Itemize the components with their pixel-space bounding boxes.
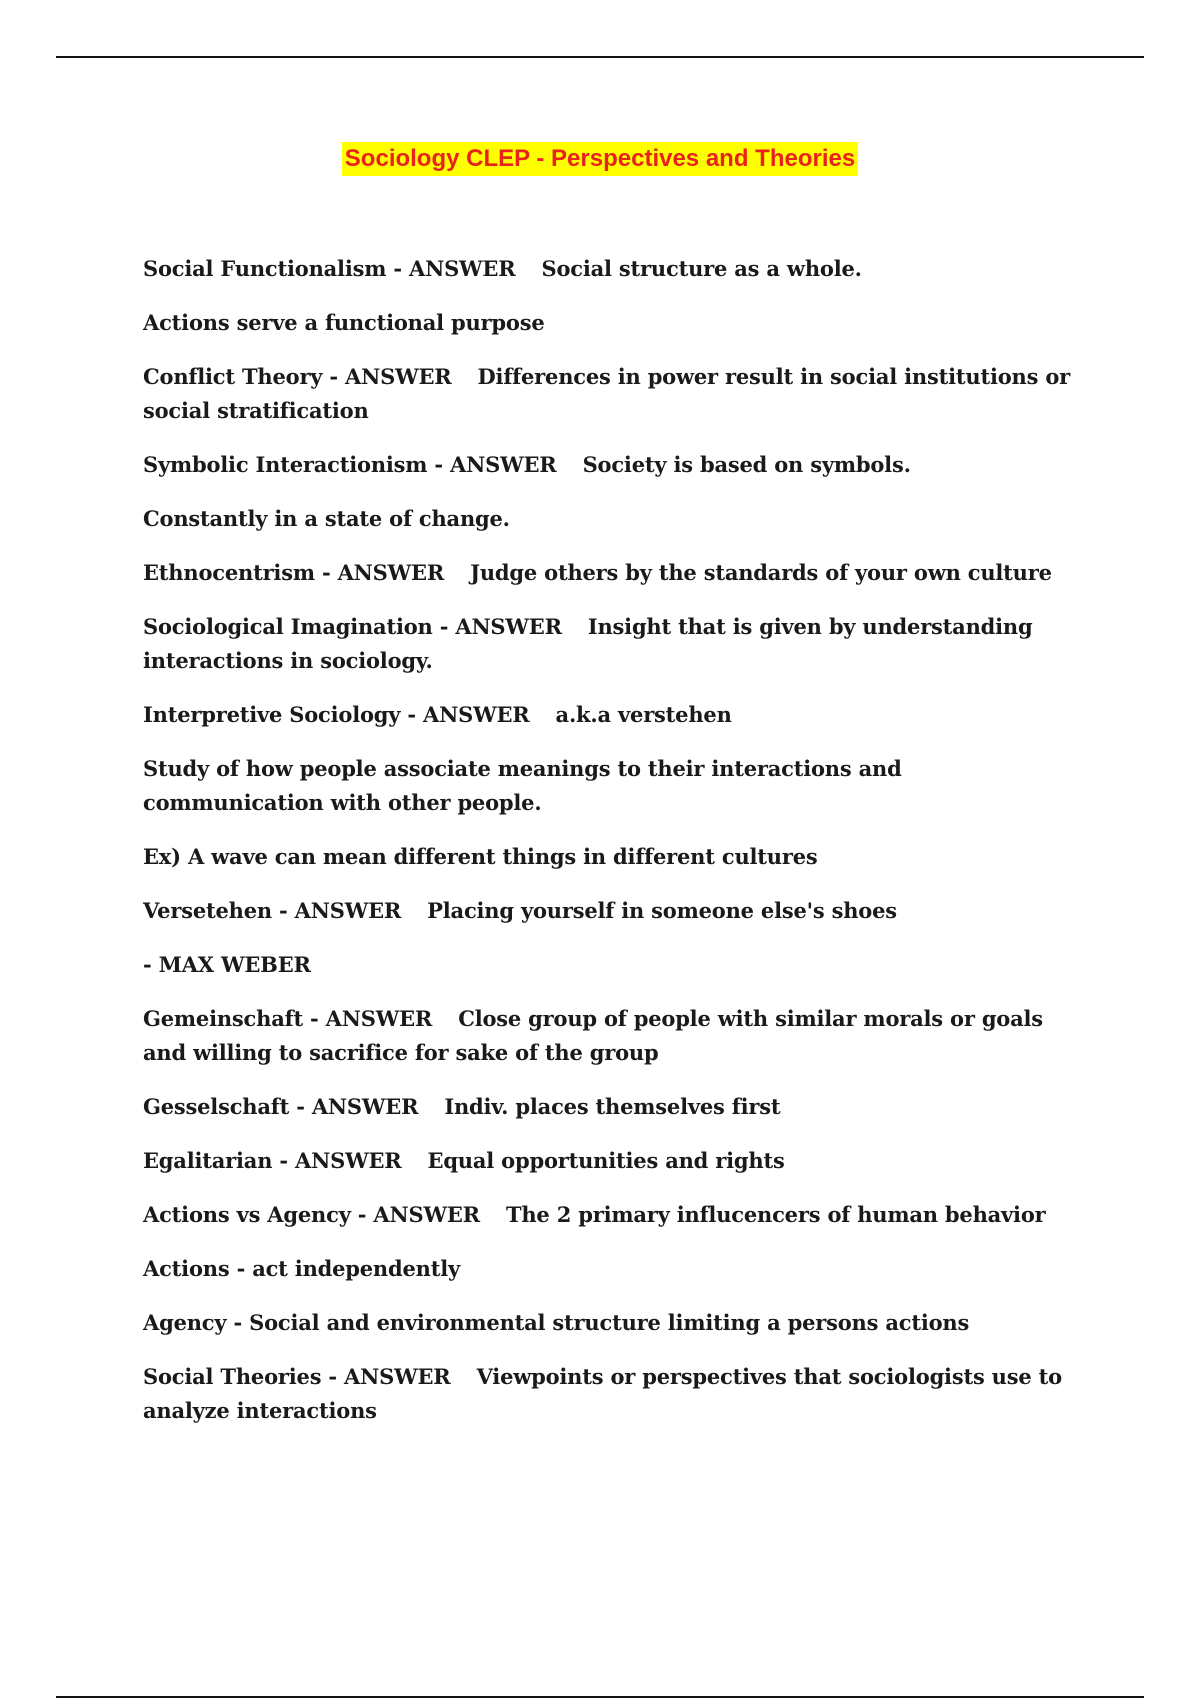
list-item	[143, 698, 1088, 732]
list-item	[143, 894, 1088, 928]
definition: Equal opportunities and rights	[427, 1148, 785, 1173]
note-text: Actions serve a functional purpose	[143, 310, 545, 335]
title-container	[0, 142, 1200, 176]
note-text: Constantly in a state of change.	[143, 506, 510, 531]
term: Conflict Theory - ANSWER	[143, 364, 452, 389]
header-rule	[56, 56, 1144, 58]
list-item	[143, 1198, 1088, 1232]
list-item	[143, 306, 1088, 340]
definition: Close group of people with similar morals or goals and willing to sacrifice for sake of the group	[143, 1006, 1043, 1065]
document-body	[143, 252, 1088, 1448]
term: Gesselschaft - ANSWER	[143, 1094, 419, 1119]
term: Social Theories - ANSWER	[143, 1364, 451, 1389]
list-item	[143, 252, 1088, 286]
term: Symbolic Interactionism - ANSWER	[143, 452, 557, 477]
note-text: Actions - act independently	[143, 1256, 460, 1281]
term: Gemeinschaft - ANSWER	[143, 1006, 433, 1031]
list-item	[143, 1306, 1088, 1340]
term: Versetehen - ANSWER	[143, 898, 402, 923]
definition: Differences in power result in social institutions or social stratification	[143, 364, 1071, 423]
note-text: - MAX WEBER	[143, 952, 311, 977]
definition: Social structure as a whole.	[541, 256, 862, 281]
term: Ethnocentrism - ANSWER	[143, 560, 445, 585]
list-item	[143, 1360, 1088, 1428]
note-text: Ex) A wave can mean different things in different cultures	[143, 844, 818, 869]
term: Sociological Imagination - ANSWER	[143, 614, 562, 639]
list-item	[143, 360, 1088, 428]
note-text: Study of how people associate meanings to their interactions and communication with other people.	[143, 756, 902, 815]
definition: The 2 primary influcencers of human behavior	[505, 1202, 1046, 1227]
note-text: Agency - Social and environmental structure limiting a persons actions	[143, 1310, 970, 1335]
list-item	[143, 1252, 1088, 1286]
term: Interpretive Sociology - ANSWER	[143, 702, 530, 727]
definition: Judge others by the standards of your own culture	[470, 560, 1052, 585]
list-item	[143, 556, 1088, 590]
definition: Viewpoints or perspectives that sociologists use to analyze interactions	[143, 1364, 1062, 1423]
list-item	[143, 840, 1088, 874]
list-item	[143, 1144, 1088, 1178]
document-title: Sociology CLEP - Perspectives and Theories	[342, 142, 858, 176]
list-item	[143, 610, 1088, 678]
definition: Placing yourself in someone else's shoes	[427, 898, 897, 923]
term: Social Functionalism - ANSWER	[143, 256, 516, 281]
definition: Society is based on symbols.	[582, 452, 911, 477]
term: Egalitarian - ANSWER	[143, 1148, 402, 1173]
list-item	[143, 1090, 1088, 1124]
definition: Insight that is given by understanding interactions in sociology.	[143, 614, 1033, 673]
definition: a.k.a verstehen	[555, 702, 732, 727]
list-item	[143, 502, 1088, 536]
list-item	[143, 1002, 1088, 1070]
list-item	[143, 948, 1088, 982]
list-item	[143, 752, 1088, 820]
definition: Indiv. places themselves first	[444, 1094, 781, 1119]
footer-rule	[56, 1696, 1144, 1698]
term: Actions vs Agency - ANSWER	[143, 1202, 480, 1227]
list-item	[143, 448, 1088, 482]
